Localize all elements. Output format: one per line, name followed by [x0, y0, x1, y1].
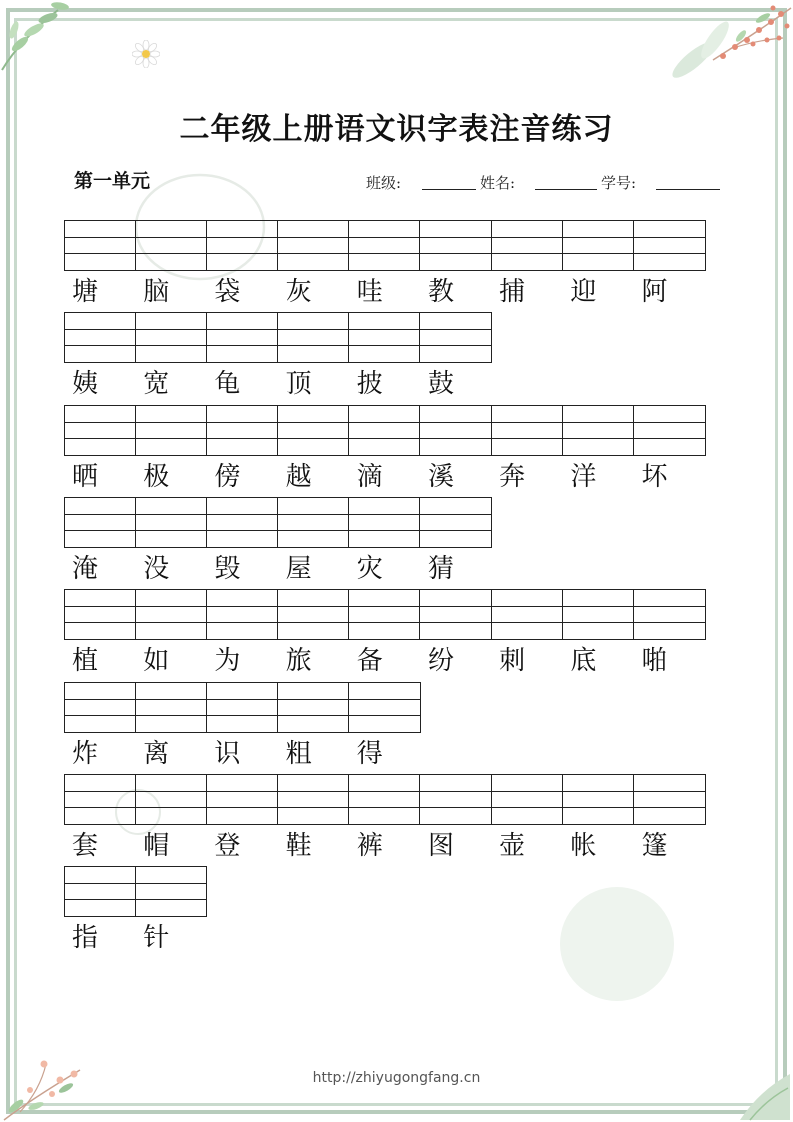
hanzi-character: 套: [72, 830, 99, 861]
hanzi-character: 奔: [499, 461, 526, 492]
hanzi-character: 塘: [72, 277, 99, 307]
pinyin-cell[interactable]: [278, 313, 349, 362]
hanzi-character: 没: [143, 553, 170, 584]
pinyin-cell[interactable]: [136, 221, 207, 270]
character-row: [64, 369, 491, 399]
hanzi-character: 灰: [285, 277, 312, 307]
pinyin-cell[interactable]: [136, 775, 207, 824]
pinyin-cell[interactable]: [207, 221, 278, 270]
hanzi-character: 得: [356, 738, 383, 769]
hanzi-character: 宽: [143, 369, 170, 400]
character-row: [64, 831, 705, 861]
pinyin-cell[interactable]: [420, 313, 491, 362]
pinyin-cell[interactable]: [207, 313, 278, 362]
hanzi-character: 坏: [641, 461, 668, 492]
hanzi-character: 鼓: [427, 369, 454, 400]
hanzi-character: 为: [214, 646, 241, 677]
pinyin-cell[interactable]: [136, 590, 207, 639]
pinyin-cell[interactable]: [420, 590, 491, 639]
pinyin-cell[interactable]: [136, 498, 207, 547]
pinyin-cell[interactable]: [349, 590, 420, 639]
pinyin-cell[interactable]: [492, 406, 563, 455]
pinyin-cell[interactable]: [65, 867, 136, 916]
pinyin-cell[interactable]: [278, 775, 349, 824]
hanzi-character: 捕: [499, 277, 526, 307]
pinyin-cell[interactable]: [563, 775, 634, 824]
hanzi-character: 备: [356, 646, 383, 677]
pinyin-cell[interactable]: [207, 590, 278, 639]
pinyin-grid: [64, 312, 492, 363]
hanzi-character: 顶: [285, 369, 312, 400]
pinyin-cell[interactable]: [492, 775, 563, 824]
hanzi-character: 洋: [570, 461, 597, 492]
pinyin-cell[interactable]: [634, 775, 705, 824]
pinyin-cell[interactable]: [65, 221, 136, 270]
footer-url: http://zhiyugongfang.cn: [312, 1070, 481, 1086]
hanzi-character: 极: [143, 461, 170, 492]
pinyin-cell[interactable]: [65, 406, 136, 455]
pinyin-cell[interactable]: [65, 313, 136, 362]
character-row: [64, 923, 206, 953]
number-label: 学号:: [601, 174, 637, 192]
hanzi-character: 教: [427, 277, 454, 307]
page-title: 二年级上册语文识字表注音练习: [179, 112, 614, 147]
hanzi-character: 屋: [285, 553, 312, 584]
daisy-flower-icon: [132, 40, 160, 68]
pinyin-cell[interactable]: [349, 221, 420, 270]
hanzi-character: 帐: [570, 830, 597, 861]
corner-flowers-bottom-left-icon: [0, 1050, 110, 1122]
pinyin-grid: [64, 866, 207, 917]
pinyin-grid: [64, 405, 706, 456]
hanzi-character: 哇: [356, 277, 383, 307]
hanzi-character: 帽: [143, 830, 170, 861]
hanzi-character: 灾: [356, 553, 383, 584]
hanzi-character: 壶: [499, 830, 526, 861]
hanzi-character: 越: [285, 461, 312, 492]
pinyin-cell[interactable]: [634, 590, 705, 639]
pinyin-cell[interactable]: [136, 406, 207, 455]
decorative-soft-circle-icon: [556, 884, 678, 1006]
pinyin-cell[interactable]: [278, 221, 349, 270]
hanzi-character: 鞋: [285, 830, 312, 861]
hanzi-character: 猜: [427, 553, 454, 584]
hanzi-character: 纷: [427, 646, 454, 677]
character-row: [64, 277, 705, 307]
hanzi-character: 袋: [214, 277, 241, 307]
pinyin-cell[interactable]: [563, 221, 634, 270]
hanzi-character: 识: [214, 738, 241, 769]
number-blank[interactable]: [656, 189, 720, 190]
character-row: [64, 739, 420, 769]
pinyin-cell[interactable]: [492, 221, 563, 270]
pinyin-grid: [64, 682, 421, 733]
hanzi-character: 如: [143, 646, 170, 677]
pinyin-grid: [64, 774, 706, 825]
name-label: 姓名:: [480, 174, 516, 192]
pinyin-cell[interactable]: [136, 313, 207, 362]
pinyin-cell[interactable]: [207, 498, 278, 547]
pinyin-cell[interactable]: [634, 406, 705, 455]
hanzi-character: 刺: [499, 646, 526, 677]
pinyin-cell[interactable]: [278, 590, 349, 639]
hanzi-character: 溪: [427, 461, 454, 492]
pinyin-cell[interactable]: [420, 498, 491, 547]
hanzi-character: 披: [356, 369, 383, 400]
class-label: 班级:: [366, 174, 402, 192]
pinyin-cell[interactable]: [278, 498, 349, 547]
pinyin-cell[interactable]: [349, 683, 420, 732]
hanzi-character: 旅: [285, 646, 312, 677]
hanzi-character: 登: [214, 830, 241, 861]
pinyin-cell[interactable]: [563, 406, 634, 455]
pinyin-cell[interactable]: [420, 406, 491, 455]
hanzi-character: 毁: [214, 553, 241, 584]
character-row: [64, 554, 491, 584]
hanzi-character: 啪: [641, 646, 668, 677]
hanzi-character: 底: [570, 646, 597, 677]
hanzi-character: 针: [143, 923, 170, 954]
pinyin-cell[interactable]: [136, 867, 207, 916]
hanzi-character: 姨: [72, 369, 99, 400]
unit-label: 第一单元: [74, 170, 151, 192]
hanzi-character: 迎: [570, 277, 597, 307]
hanzi-character: 图: [427, 830, 454, 861]
pinyin-cell[interactable]: [207, 775, 278, 824]
pinyin-cell[interactable]: [349, 406, 420, 455]
hanzi-character: 脑: [143, 277, 170, 307]
pinyin-cell[interactable]: [420, 221, 491, 270]
corner-leaves-top-left-icon: [0, 0, 90, 80]
pinyin-cell[interactable]: [278, 683, 349, 732]
corner-berries-top-right-icon: [663, 0, 793, 90]
hanzi-character: 淹: [72, 553, 99, 584]
hanzi-character: 离: [143, 738, 170, 769]
hanzi-character: 指: [72, 923, 99, 954]
pinyin-grid: [64, 497, 492, 548]
pinyin-cell[interactable]: [634, 221, 705, 270]
hanzi-character: 裤: [356, 830, 383, 861]
pinyin-cell[interactable]: [420, 775, 491, 824]
pinyin-cell[interactable]: [65, 590, 136, 639]
hanzi-character: 晒: [72, 461, 99, 492]
pinyin-cell[interactable]: [278, 406, 349, 455]
character-row: [64, 462, 705, 492]
class-blank[interactable]: [422, 189, 476, 190]
hanzi-character: 篷: [641, 830, 668, 861]
pinyin-cell[interactable]: [349, 498, 420, 547]
name-blank[interactable]: [535, 189, 597, 190]
pinyin-cell[interactable]: [349, 775, 420, 824]
hanzi-character: 阿: [641, 277, 668, 307]
hanzi-character: 傍: [214, 461, 241, 492]
hanzi-character: 龟: [214, 369, 241, 400]
hanzi-character: 炸: [72, 738, 99, 769]
character-row: [64, 646, 705, 676]
pinyin-cell[interactable]: [563, 590, 634, 639]
hanzi-character: 植: [72, 646, 99, 677]
pinyin-cell[interactable]: [136, 683, 207, 732]
pinyin-cell[interactable]: [65, 498, 136, 547]
pinyin-cell[interactable]: [492, 590, 563, 639]
hanzi-character: 粗: [285, 738, 312, 769]
pinyin-cell[interactable]: [65, 775, 136, 824]
pinyin-cell[interactable]: [207, 683, 278, 732]
pinyin-grid: [64, 589, 706, 640]
pinyin-grid: [64, 220, 706, 271]
pinyin-cell[interactable]: [349, 313, 420, 362]
pinyin-cell[interactable]: [65, 683, 136, 732]
hanzi-character: 滴: [356, 461, 383, 492]
pinyin-cell[interactable]: [207, 406, 278, 455]
